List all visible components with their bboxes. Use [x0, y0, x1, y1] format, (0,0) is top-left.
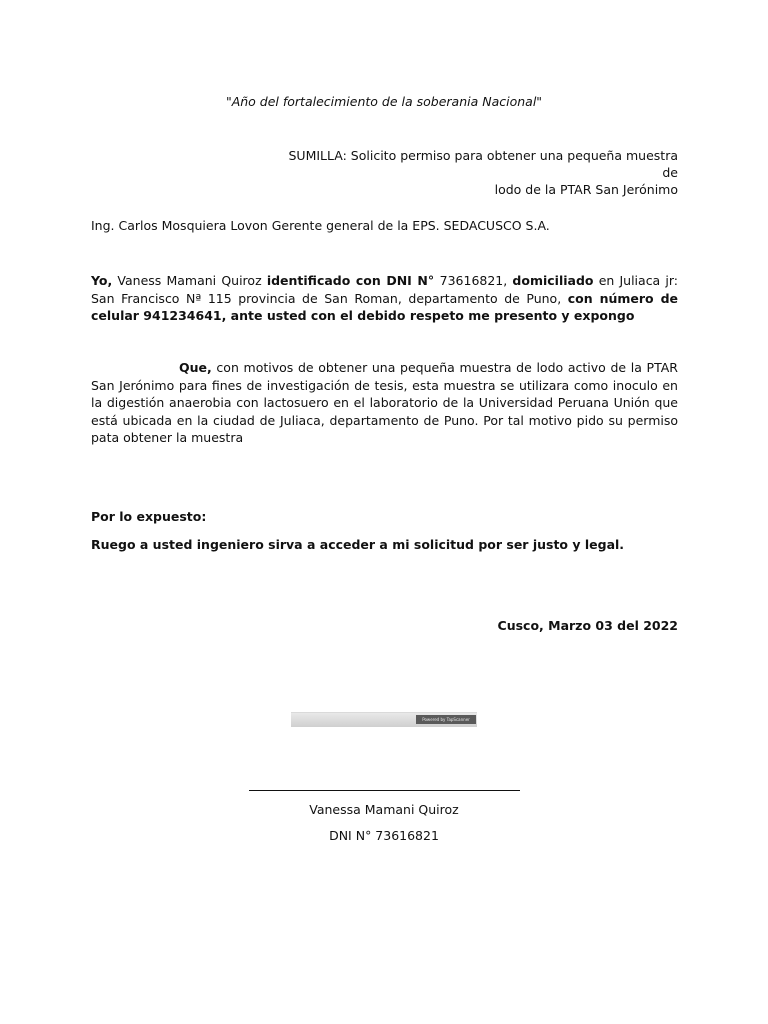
date-line: Cusco, Marzo 03 del 2022	[497, 618, 678, 633]
applicant-address: en Juliaca jr: San Francisco Nª 115 provincia de San Roman, departamento de Puno,	[91, 273, 678, 306]
request-statement: Ruego a usted ingeniero sirva a acceder a mi solicitud por ser justo y legal.	[91, 537, 625, 552]
intro-yo: Yo,	[91, 273, 113, 288]
body-paragraph	[91, 359, 678, 447]
signatory-dni: DNI N° 73616821	[329, 828, 439, 843]
intro-paragraph	[91, 272, 678, 325]
body-que: Que,	[179, 360, 212, 375]
closing-label: Por lo expuesto:	[91, 509, 207, 524]
recipient-line: Ing. Carlos Mosquiera Lovon Gerente general de la EPS. SEDACUSCO S.A.	[91, 218, 550, 233]
sumilla-label: SUMILLA:	[288, 148, 347, 163]
applicant-dni: 73616821	[439, 273, 504, 288]
sumilla-line1: Solicito permiso para obtener una pequeña muestra de	[350, 148, 678, 180]
motto-heading: "Año del fortalecimiento de la soberania Nacional"	[225, 94, 543, 109]
body-text: con motivos de obtener una pequeña muestra de lodo activo de la PTAR San Jerónimo para fines de investigación de tesis, esta muestra se utilizara como inoculo en la digestión anaerobia con lactosuero en el laboratorio de la Universidad Peruana Unión que está ubicada en la ciudad de Juliaca, departamento de Puno. Por tal motivo pido su permiso pata obtener la muestra	[91, 360, 678, 445]
signature-image	[291, 712, 477, 727]
scanner-watermark: Powered by TapScanner	[416, 715, 476, 724]
sumilla-block	[270, 147, 678, 198]
applicant-name: Vaness Mamani Quiroz	[112, 273, 267, 288]
domicile-label: domiciliado	[512, 273, 594, 288]
intro-separator: ,	[503, 273, 513, 288]
id-label: identificado con DNI N°	[266, 273, 440, 288]
sumilla-line2: lodo de la PTAR San Jerónimo	[494, 182, 678, 197]
signature-line	[249, 790, 520, 791]
phone-statement: con número de celular 941234641, ante usted con el debido respeto me presento y expongo	[91, 290, 679, 323]
signatory-name: Vanessa Mamani Quiroz	[309, 802, 459, 817]
